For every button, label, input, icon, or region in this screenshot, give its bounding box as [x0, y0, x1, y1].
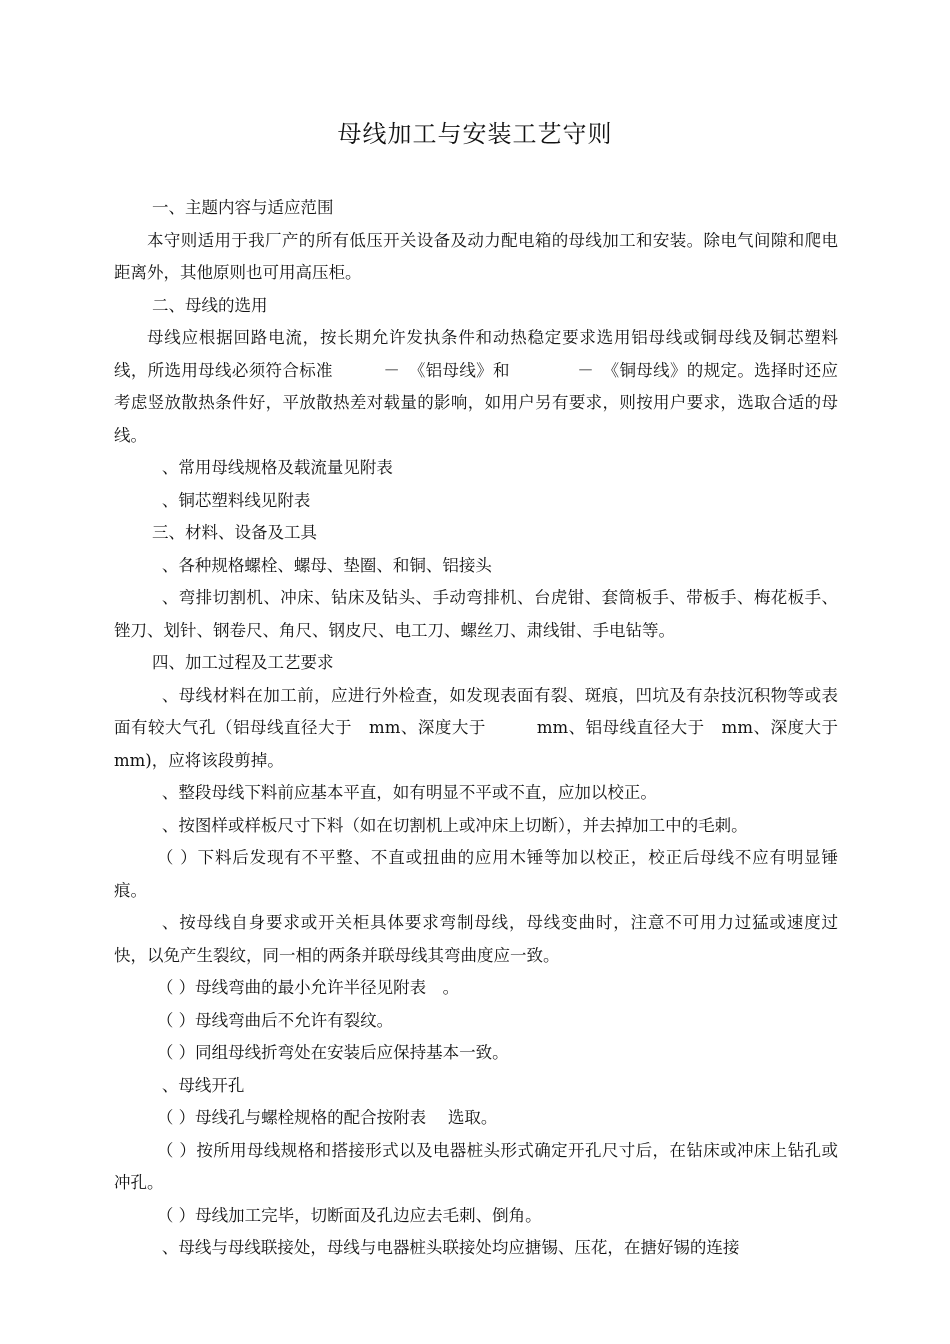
list-item: 、母线开孔 [161, 1075, 245, 1095]
list-item: 、常用母线规格及载流量见附表 [161, 458, 393, 477]
list-item: 、母线与母线联接处，母线与电器桩头联接处均应搪锡、压花，在搪好锡的连接 [161, 1238, 740, 1257]
section-heading-4: 四、加工过程及工艺要求 [151, 653, 334, 672]
list-item: 、按图样或样板尺寸下料（如在切割机上或冲床上切断），并去掉加工中的毛刺。 [161, 815, 748, 835]
list-item: 、各种规格螺栓、螺母、垫圈、和铜、铝接头 [161, 555, 492, 575]
list-item: 、弯排切割机、冲床、钻床及钻头、手动弯排机、台虎钳、套筒板手、带板手、梅花板手、锉刀、划针、钢卷尺、角尺、钢皮尺、电工刀、螺丝刀、肃线钳、手电钻等。 [114, 588, 838, 640]
list-item: 、按母线自身要求或开关柜具体要求弯制母线，母线变曲时，注意不可用力过猛或速度过快，以免产生裂纹，同一相的两条并联母线其弯曲度应一致。 [114, 913, 838, 965]
sub-item: （ ）同组母线折弯处在安装后应保持基本一致。 [156, 1043, 509, 1062]
paragraph-scope: 本守则适用于我厂产的所有低压开关设备及动力配电箱的母线加工和安装。除电气间隙和爬电距离外，其他原则也可用高压柜。 [114, 230, 838, 282]
paragraph-selection: 母线应根据回路电流，按长期允许发执条件和动热稳定要求选用铝母线或铜母线及铜芯塑料线，所选用母线必须符合标准 － 《铝母线》和 － 《铜母线》的规定。选择时还应考虑竖放散热条件好，平放散热差对载量的影响，如用户另有要求，则按用户要求，选取合适的母线。 [114, 328, 838, 445]
sub-item: （ ）下料后发现有不平整、不直或扭曲的应用木锤等加以校正，校正后母线不应有明显锤痕。 [114, 848, 838, 900]
section-heading-3: 三、材料、设备及工具 [151, 523, 317, 542]
list-item: 、铜芯塑料线见附表 [161, 490, 311, 510]
sub-item: （ ）母线弯曲的最小允许半径见附表 。 [156, 978, 460, 997]
list-item: 、整段母线下料前应基本平直，如有明显不平或不直，应加以校正。 [161, 783, 657, 802]
section-heading-1: 一、主题内容与适应范围 [151, 198, 334, 217]
document-title: 母线加工与安装工艺守则 [337, 120, 613, 148]
sub-item: （ ）母线加工完毕，切断面及孔边应去毛刺、倒角。 [156, 1205, 542, 1225]
sub-item: （ ）按所用母线规格和搭接形式以及电器桩头形式确定开孔尺寸后，在钻床或冲床上钻孔或冲孔。 [114, 1140, 838, 1192]
document-body [114, 192, 888, 1265]
sub-item: （ ）母线弯曲后不允许有裂纹。 [156, 1010, 394, 1030]
list-item: 、母线材料在加工前，应进行外检查，如发现表面有裂、斑痕，凹坑及有杂技沉积物等或表面有较大气孔（铝母线直径大于 mm、深度大于 mm、铝母线直径大于 mm、深度大于 mm)，应将该段剪掉。 [114, 685, 888, 770]
section-heading-2: 二、母线的选用 [151, 295, 268, 315]
sub-item: （ ）母线孔与螺栓规格的配合按附表 选取。 [156, 1108, 498, 1127]
